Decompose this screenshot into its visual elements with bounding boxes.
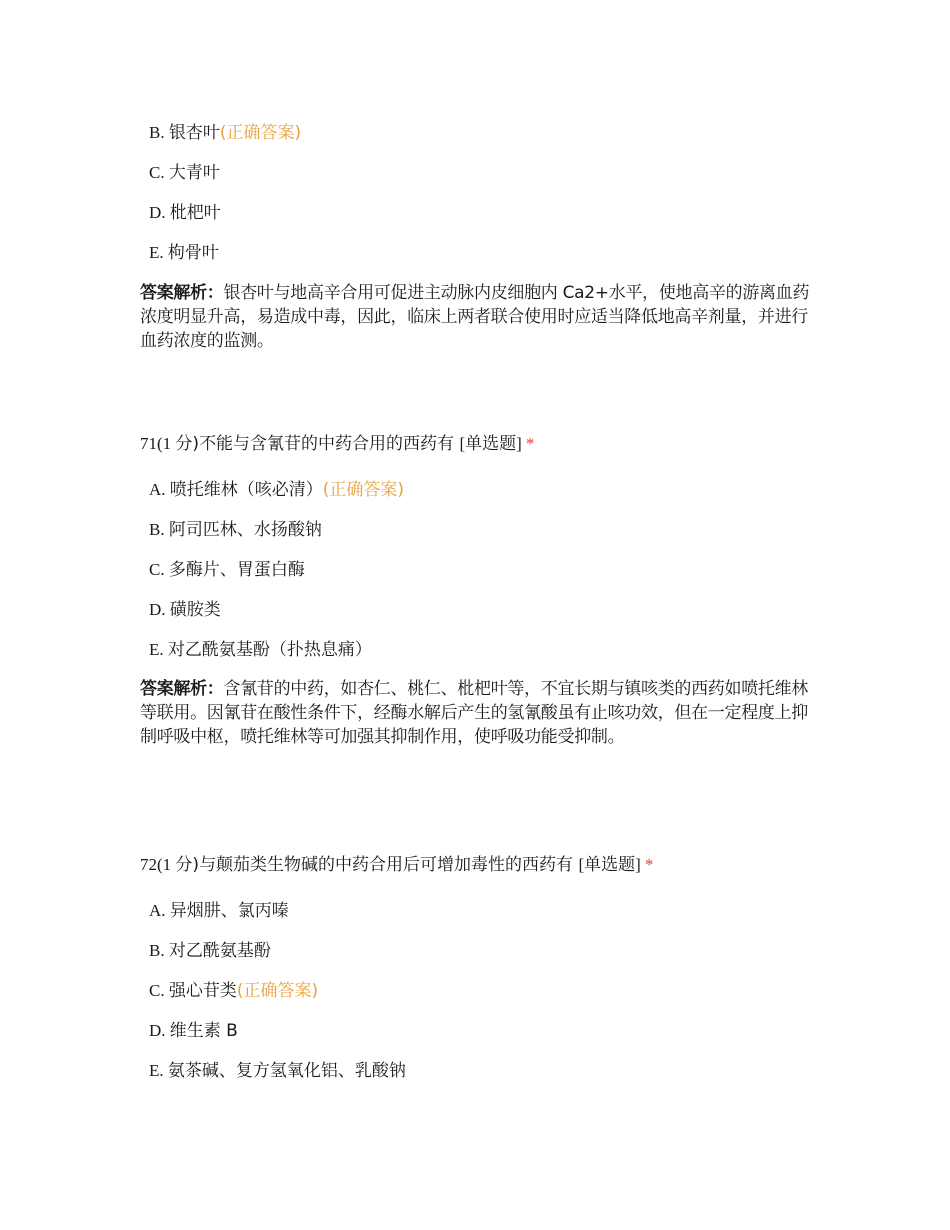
q72-option-a	[149, 899, 289, 923]
q71-answer-analysis	[140, 677, 816, 749]
option-text: 对乙酰氨基酚（扑热息痛）	[167, 640, 372, 660]
q72-option-c	[149, 979, 318, 1003]
q71-option-b	[149, 518, 322, 542]
question-type	[578, 855, 640, 874]
q71-option-d	[149, 598, 221, 622]
option-text: 强心苷类	[168, 981, 237, 1001]
q72-title	[140, 853, 653, 877]
option-letter: D.	[149, 600, 166, 619]
option-letter: E.	[149, 640, 164, 659]
bracket-close: ]	[635, 855, 641, 874]
option-text: 多酶片、胃蛋白酶	[168, 560, 305, 580]
analysis-label: 答案解析：	[140, 679, 224, 699]
q70-answer-analysis	[140, 281, 816, 353]
option-text: 阿司匹林、水扬酸钠	[168, 520, 322, 540]
option-letter: D.	[149, 203, 166, 222]
option-text: 银杏叶	[168, 123, 220, 143]
analysis-text: 银杏叶与地高辛合用可促进主动脉内皮细胞内 Ca2+水平，使地高辛的游离血药浓度明显升高，易造成中毒，因此，临床上两者联合使用时应适当降低地高辛剂量，并进行血药浓度的监测。	[140, 283, 810, 351]
q72-option-b	[149, 939, 271, 963]
q70-option-c	[149, 161, 220, 185]
q70-option-b	[149, 121, 301, 145]
option-text: 维生素 B	[169, 1021, 238, 1041]
option-letter: B.	[149, 520, 165, 539]
q71-option-e	[149, 638, 372, 662]
option-letter: E.	[149, 243, 164, 262]
question-text: 不能与含氰苷的中药合用的西药有	[199, 434, 460, 454]
correct-answer-marker: (正确答案)	[219, 123, 302, 143]
required-asterisk-icon: *	[525, 434, 535, 453]
option-letter: D.	[149, 1021, 166, 1040]
option-text: 大青叶	[168, 163, 220, 183]
option-letter: E.	[149, 1061, 164, 1080]
analysis-label: 答案解析：	[140, 283, 224, 303]
option-text: 磺胺类	[169, 600, 221, 620]
question-number: 72(1	[140, 855, 176, 874]
q72-option-d	[149, 1019, 238, 1043]
question-score-unit: 分)	[175, 855, 200, 875]
question-type-label: 单选题	[465, 434, 517, 454]
q71-option-a	[149, 478, 404, 502]
option-text: 枇杷叶	[169, 203, 221, 223]
question-number: 71(1	[140, 434, 176, 453]
option-text: 异烟肼、氯丙嗪	[169, 901, 289, 921]
option-text: 枸骨叶	[167, 243, 219, 263]
required-asterisk-icon: *	[644, 855, 654, 874]
correct-answer-marker: (正确答案)	[322, 480, 405, 500]
option-letter: A.	[149, 480, 166, 499]
option-letter: C.	[149, 560, 165, 579]
q71-option-c	[149, 558, 305, 582]
option-letter: C.	[149, 981, 165, 1000]
option-text: 氨茶碱、复方氢氧化铝、乳酸钠	[167, 1061, 406, 1081]
option-letter: A.	[149, 901, 166, 920]
option-letter: B.	[149, 941, 165, 960]
q70-option-e	[149, 241, 219, 265]
option-letter: B.	[149, 123, 165, 142]
q72-option-e	[149, 1059, 406, 1083]
question-score-unit: 分)	[175, 434, 200, 454]
bracket-close: ]	[516, 434, 522, 453]
bracket-open: [	[459, 434, 466, 453]
q70-option-d	[149, 201, 221, 225]
q71-title	[140, 432, 534, 456]
question-type	[459, 434, 521, 453]
analysis-text: 含氰苷的中药，如杏仁、桃仁、枇杷叶等，不宜长期与镇咳类的西药如喷托维林等联用。因氰苷在酸性条件下，经酶水解后产生的氢氰酸虽有止咳功效，但在一定程度上抑制呼吸中枢，喷托维林等可加强其抑制作用，使呼吸功能受抑制。	[140, 679, 808, 747]
option-text: 对乙酰氨基酚	[168, 941, 271, 961]
question-type-label: 单选题	[584, 855, 636, 875]
question-text: 与颠茄类生物碱的中药合用后可增加毒性的西药有	[199, 855, 579, 875]
correct-answer-marker: (正确答案)	[236, 981, 319, 1001]
option-text: 喷托维林（咳必清）	[169, 480, 323, 500]
option-letter: C.	[149, 163, 165, 182]
bracket-open: [	[578, 855, 585, 874]
